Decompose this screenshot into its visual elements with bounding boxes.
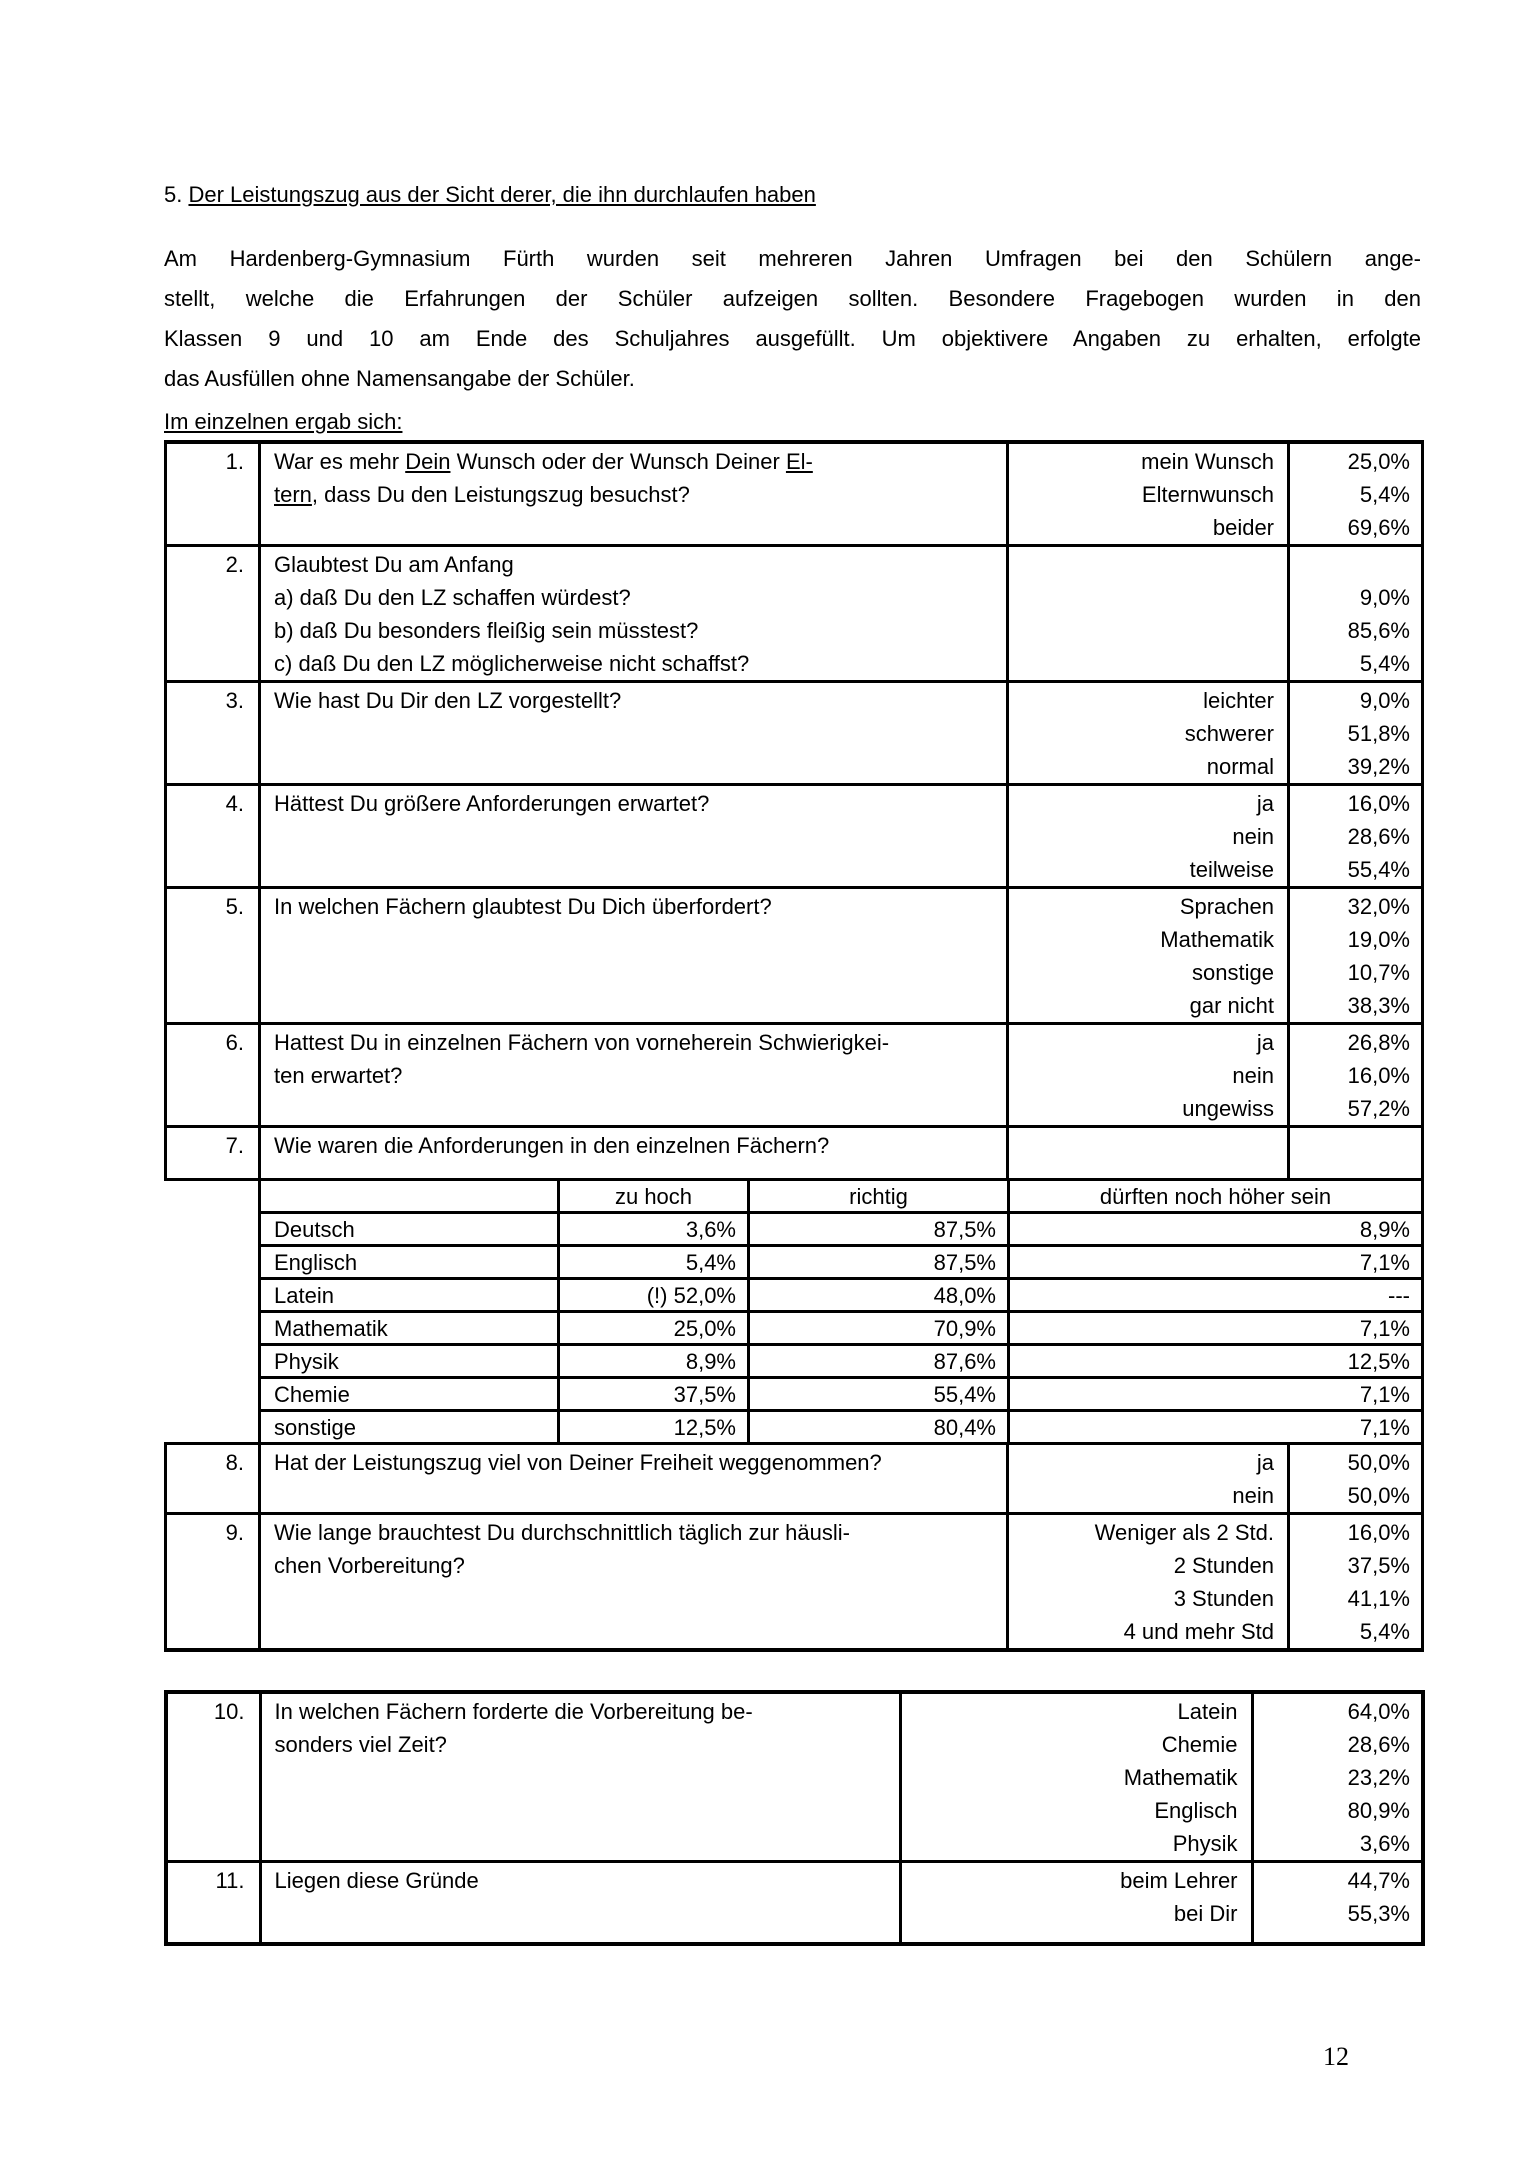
intro-paragraph [164, 239, 1421, 399]
question-line: War es mehr Dein Wunsch oder der Wunsch Deiner El- [274, 449, 813, 474]
question-row-8 [166, 1444, 1423, 1514]
page-number: 12 [1323, 2042, 1349, 2071]
column-header-hoeher: dürften noch höher sein [1009, 1181, 1423, 1213]
question-cell [260, 442, 1008, 546]
column-header-richtig: richtig [749, 1181, 1009, 1213]
question-line: tern, dass Du den Leistungszug besuchst? [274, 482, 690, 507]
question-row-10 [166, 1692, 1423, 1862]
subject-row-sonstige: sonstige 12,5% 80,4% 7,1% [260, 1411, 1423, 1443]
answer-labels: ja nein teilweise [1008, 785, 1289, 888]
question-cell: Wie hast Du Dir den LZ vorgestellt? [260, 682, 1008, 785]
section-heading [164, 178, 1421, 211]
answer-labels: mein Wunsch Elternwunsch beider [1008, 442, 1289, 546]
answer-values: 9,0% 85,6% 5,4% [1289, 546, 1423, 682]
question-number: 10. [166, 1692, 260, 1862]
answer-values: 50,0% 50,0% [1289, 1444, 1423, 1514]
intro-line: stellt, welche die Erfahrungen der Schüler aufzeigen sollten. Besondere Fragebogen wurden in den [164, 286, 1421, 311]
subject-row-mathematik: Mathematik 25,0% 70,9% 7,1% [260, 1312, 1423, 1345]
intro-line: das Ausfüllen ohne Namensangabe der Schüler. [164, 366, 635, 391]
survey-table-questions-1-7 [164, 440, 1424, 1181]
table-lead-in: Im einzelnen ergab sich: [164, 409, 403, 434]
subjects-subtable [258, 1181, 1424, 1442]
answer-labels: ja nein ungewiss [1008, 1024, 1289, 1127]
subject-row-chemie: Chemie 37,5% 55,4% 7,1% [260, 1378, 1423, 1411]
answer-labels: leichter schwerer normal [1008, 682, 1289, 785]
answer-values: 16,0% 37,5% 41,1% 5,4% [1289, 1514, 1423, 1651]
question-cell: In welchen Fächern glaubtest Du Dich überfordert? [260, 888, 1008, 1024]
question-number: 11. [166, 1862, 260, 1945]
answer-values: 44,7% 55,3% [1252, 1862, 1423, 1945]
question-row-6 [166, 1024, 1423, 1127]
survey-table-questions-8-9 [164, 1442, 1424, 1652]
answer-values: 9,0% 51,8% 39,2% [1289, 682, 1423, 785]
question-number: 3. [166, 682, 260, 785]
answer-labels: Weniger als 2 Std. 2 Stunden 3 Stunden 4 und mehr Std [1008, 1514, 1289, 1651]
subject-header-empty [260, 1181, 559, 1213]
subject-row-englisch: Englisch 5,4% 87,5% 7,1% [260, 1246, 1423, 1279]
question-cell: Hättest Du größere Anforderungen erwartet? [260, 785, 1008, 888]
answer-values: 26,8% 16,0% 57,2% [1289, 1024, 1423, 1127]
answer-labels [1008, 1127, 1289, 1180]
question-number: 7. [166, 1127, 260, 1180]
answer-values [1289, 1127, 1423, 1180]
question-row-9 [166, 1514, 1423, 1651]
question-cell: Hat der Leistungszug viel von Deiner Freiheit weggenommen? [260, 1444, 1008, 1514]
subject-row-physik: Physik 8,9% 87,6% 12,5% [260, 1345, 1423, 1378]
question-cell: Wie lange brauchtest Du durchschnittlich täglich zur häusli- chen Vorbereitung? [260, 1514, 1008, 1651]
question-row-2 [166, 546, 1423, 682]
answer-values: 32,0% 19,0% 10,7% 38,3% [1289, 888, 1423, 1024]
question-row-7 [166, 1127, 1423, 1180]
question-cell: Wie waren die Anforderungen in den einzelnen Fächern? [260, 1127, 1008, 1180]
intro-line: Am Hardenberg-Gymnasium Fürth wurden seit mehreren Jahren Umfragen bei den Schülern ange- [164, 246, 1421, 271]
section-number: 5. [164, 182, 189, 207]
answer-labels: ja nein [1008, 1444, 1289, 1514]
question-row-11 [166, 1862, 1423, 1945]
question-row-1 [166, 442, 1423, 546]
answer-values: 25,0% 5,4% 69,6% [1289, 442, 1423, 546]
answer-values: 64,0% 28,6% 23,2% 80,9% 3,6% [1252, 1692, 1423, 1862]
intro-line: Klassen 9 und 10 am Ende des Schuljahres ausgefüllt. Um objektivere Angaben zu erhalten, erfolgte [164, 326, 1421, 351]
answer-values: 16,0% 28,6% 55,4% [1289, 785, 1423, 888]
answer-labels: Sprachen Mathematik sonstige gar nicht [1008, 888, 1289, 1024]
question-number: 5. [166, 888, 260, 1024]
subtable-header-row [260, 1181, 1423, 1213]
section-title: Der Leistungszug aus der Sicht derer, die ihn durchlaufen haben [188, 182, 816, 207]
subject-row-deutsch: Deutsch 3,6% 87,5% 8,9% [260, 1213, 1423, 1246]
question-number: 8. [166, 1444, 260, 1514]
survey-table-questions-10-11 [164, 1690, 1425, 1946]
answer-labels: beim Lehrer bei Dir [900, 1862, 1252, 1945]
question-number: 1. [166, 442, 260, 546]
subject-row-latein: Latein (!) 52,0% 48,0% --- [260, 1279, 1423, 1312]
answer-labels [1008, 546, 1289, 682]
question-number: 4. [166, 785, 260, 888]
question-number: 6. [166, 1024, 260, 1127]
question-cell: In welchen Fächern forderte die Vorbereitung be- sonders viel Zeit? [260, 1692, 900, 1862]
answer-labels: Latein Chemie Mathematik Englisch Physik [900, 1692, 1252, 1862]
question-cell: Glaubtest Du am Anfang a) daß Du den LZ schaffen würdest? b) daß Du besonders fleißig sein müsstest? c) daß Du den LZ möglicherweise nicht schaffst? [260, 546, 1008, 682]
column-header-zu-hoch: zu hoch [559, 1181, 749, 1213]
question-row-3 [166, 682, 1423, 785]
question-cell: Liegen diese Gründe [260, 1862, 900, 1945]
page-content [164, 178, 1421, 1946]
question-number: 2. [166, 546, 260, 682]
question-number: 9. [166, 1514, 260, 1651]
question-row-5 [166, 888, 1423, 1024]
question-row-4 [166, 785, 1423, 888]
question-cell: Hattest Du in einzelnen Fächern von vorneherein Schwierigkei- ten erwartet? [260, 1024, 1008, 1127]
